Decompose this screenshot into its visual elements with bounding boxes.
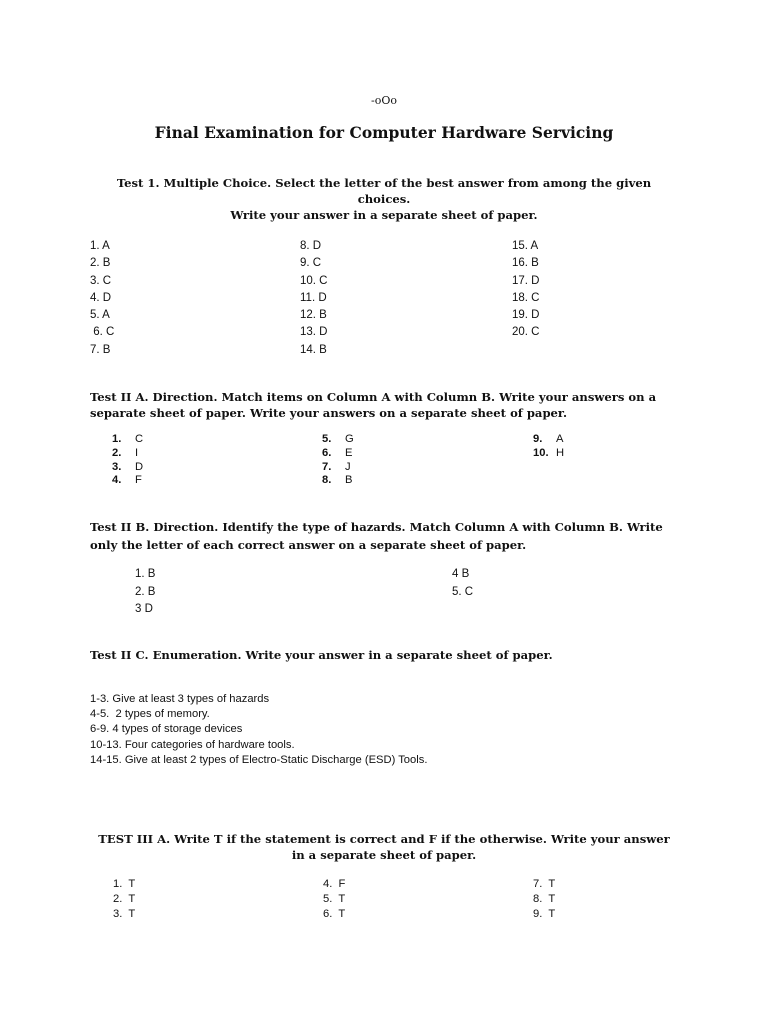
answer-item: 1. A [90, 240, 110, 252]
answer-item: 8. D [300, 240, 322, 252]
list-item: 10-13. Four categories of hardware tools. [90, 738, 295, 751]
list-item: 4-5. 2 types of memory. [90, 708, 210, 721]
test3a-answers-col3 [533, 877, 555, 922]
answer-item: 12. B [300, 309, 327, 322]
test1-instruction [0, 175, 768, 223]
test2c-instruction: Test II C. Enumeration. Write your answer in a separate sheet of paper. [90, 648, 553, 662]
answer-item: 5. G [322, 433, 354, 445]
answer-item: 3. D [112, 460, 144, 473]
answer-item: 15. A [512, 240, 539, 252]
answer-item: 3 D [135, 603, 153, 615]
list-item: 14-15. Give at least 2 types of Electro-Static Discharge (ESD) Tools. [90, 753, 428, 766]
test2a-instruction-line2: separate sheet of paper. Write your answers on a separate sheet of paper. [90, 406, 568, 420]
answer-item: 7. B [90, 343, 111, 356]
answer-item: 4. F [112, 474, 142, 487]
answer-item: 4 B [452, 568, 470, 580]
answer-item: 20. C [512, 326, 540, 339]
answer-item: 3. T [113, 908, 136, 920]
test3a-instruction [0, 831, 768, 863]
test2c-items [90, 692, 427, 768]
test2b-answers-col2 [452, 566, 473, 601]
test1-instruction-line2: choices. [357, 192, 411, 206]
answer-item: 6. C [90, 326, 115, 339]
answer-item: 3. C [90, 274, 112, 287]
answer-item: 4. F [323, 878, 346, 890]
answer-item: 13. D [300, 326, 328, 339]
answer-item: 5. C [452, 585, 474, 598]
test2b-answers-col1 [135, 566, 155, 619]
test3a-instruction-line2: in a separate sheet of paper. [291, 848, 477, 862]
answer-item: 10. H [533, 446, 565, 459]
test2a-instruction [90, 389, 690, 421]
answer-item: 4. D [90, 291, 112, 304]
test2a-answers-col3 [533, 433, 564, 461]
answer-item: 14. B [300, 343, 327, 356]
test2b-instruction-line2: only the letter of each correct answer on a separate sheet of paper. [90, 538, 527, 552]
answer-item: 9. T [533, 908, 556, 920]
test1-instruction-line3: Write your answer in a separate sheet of paper. [230, 208, 538, 222]
answer-item: 5. T [323, 893, 346, 905]
page-title: Final Examination for Computer Hardware Servicing [154, 123, 614, 142]
answer-item: 2. B [90, 257, 111, 270]
answer-item: 19. D [512, 309, 540, 322]
answer-item: 6. T [323, 908, 346, 920]
answer-item: 9. A [533, 433, 564, 445]
test2a-answers-col2 [322, 433, 354, 488]
answer-item: 2. T [113, 893, 136, 905]
test2b-instruction [90, 518, 690, 554]
answer-item: 7. T [533, 878, 556, 890]
answer-item: 16. B [512, 257, 539, 270]
answer-item: 9. C [300, 257, 322, 270]
answer-item: 6. E [322, 446, 353, 459]
header-mark: -oOo [371, 94, 397, 107]
answer-item: 8. B [322, 474, 353, 487]
answer-item: 1. C [112, 433, 144, 445]
test1-instruction-line1: Test 1. Multiple Choice. Select the letter of the best answer from among the given [116, 176, 652, 190]
test2b-instruction-line1: Test II B. Direction. Identify the type of hazards. Match Column A with Column B. Write [90, 520, 663, 534]
answer-item: 11. D [300, 291, 327, 304]
test1-answers-col1 [90, 238, 114, 359]
test1-answers-col2 [300, 238, 328, 359]
test3a-instruction-line1: TEST III A. Write T if the statement is correct and F if the otherwise. Write your answer [98, 832, 670, 846]
answer-item: 8. T [533, 893, 556, 905]
test3a-answers-col1 [113, 877, 135, 922]
test3a-answers-col2 [323, 877, 345, 922]
list-item: 6-9. 4 types of storage devices [90, 723, 243, 736]
test2a-instruction-line1: Test II A. Direction. Match items on Column A with Column B. Write your answers on a [90, 390, 657, 404]
answer-item: 2. B [135, 585, 156, 598]
answer-item: 18. C [512, 291, 540, 304]
test2a-answers-col1 [112, 433, 143, 488]
answer-item: 1. B [135, 568, 156, 580]
list-item: 1-3. Give at least 3 types of hazards [90, 693, 270, 705]
answer-item: 10. C [300, 274, 328, 287]
answer-item: 5. A [90, 309, 110, 322]
test1-answers-col3 [512, 238, 540, 342]
answer-item: 1. T [113, 878, 136, 890]
answer-item: 17. D [512, 274, 540, 287]
answer-item: 2. I [112, 446, 139, 459]
answer-item: 7. J [322, 460, 351, 473]
